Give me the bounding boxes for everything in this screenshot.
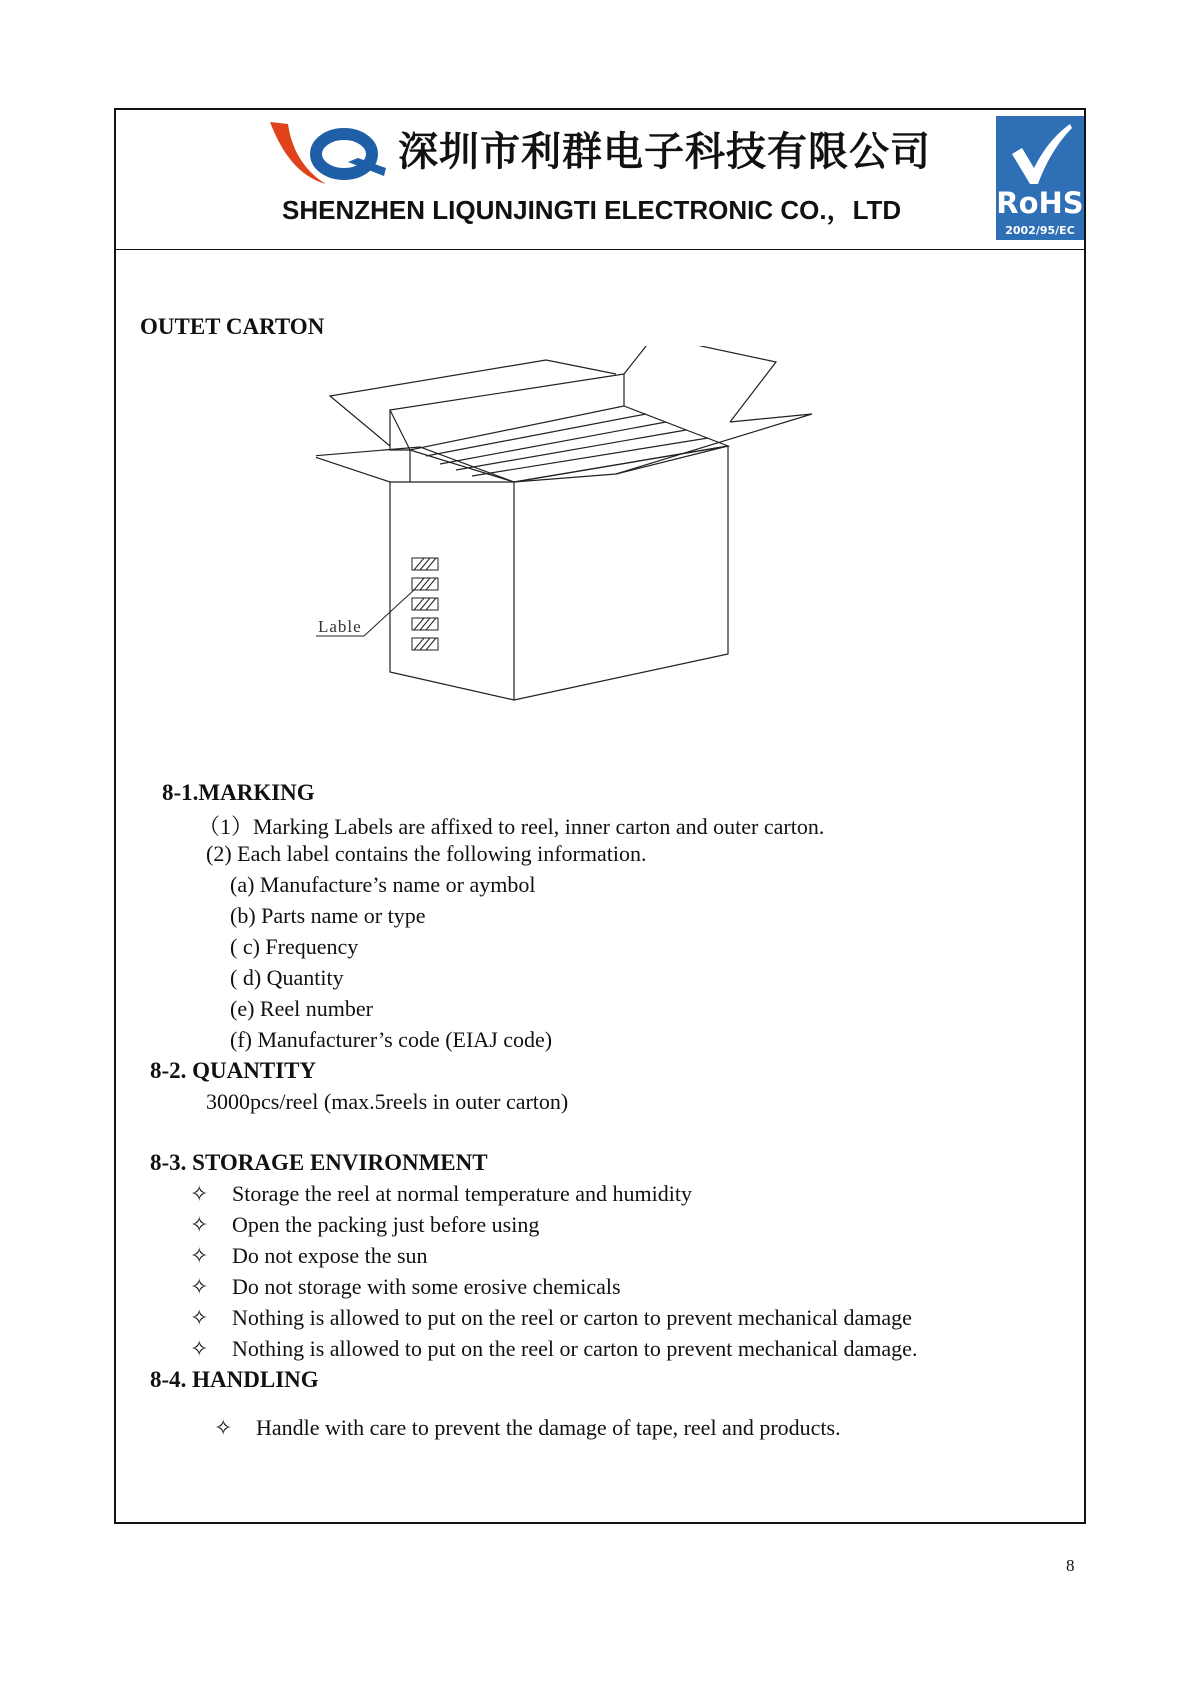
outer-carton-title: OUTET CARTON <box>140 314 325 339</box>
rohs-label: RoHS <box>996 186 1084 220</box>
page-number: 8 <box>1066 1556 1075 1575</box>
marking-item-1: （1）Marking Labels are affixed to reel, inner carton and outer carton. <box>198 814 825 839</box>
marking-heading: 8-1.MARKING <box>162 780 315 805</box>
handling-item: ✧ Handle with care to prevent the damage of tape, reel and products. <box>214 1415 841 1441</box>
storage-item: ✧ Do not storage with some erosive chemicals <box>190 1274 621 1300</box>
star-bullet-icon: ✧ <box>190 1213 209 1238</box>
storage-item: ✧ Storage the reel at normal temperature and humidity <box>190 1181 693 1207</box>
storage-item: ✧ Nothing is allowed to put on the reel or carton to prevent mechanical damage. <box>190 1336 918 1362</box>
checkmark-icon <box>1006 120 1074 190</box>
marking-item-2: (2) Each label contains the following information. <box>206 841 647 866</box>
marking-subitem-e: (e) Reel number <box>230 996 373 1021</box>
marking-subitem-c: ( c) Frequency <box>230 934 359 959</box>
quantity-heading: 8-2. QUANTITY <box>150 1058 317 1083</box>
marking-subitem-d: ( d) Quantity <box>230 965 344 990</box>
label-callout: Lable <box>318 617 362 636</box>
company-logo <box>266 118 396 190</box>
star-bullet-icon: ✧ <box>190 1337 209 1362</box>
rohs-badge <box>996 116 1084 240</box>
storage-item: ✧ Do not expose the sun <box>190 1243 428 1269</box>
marking-subitem-a: (a) Manufacture’s name or aymbol <box>230 872 536 897</box>
company-name-english: SHENZHEN LIQUNJINGTI ELECTRONIC CO.，LTD <box>282 195 902 225</box>
document-header <box>116 110 1084 250</box>
page-frame <box>114 108 1086 1524</box>
handling-heading: 8-4. HANDLING <box>150 1367 319 1392</box>
rohs-directive: 2002/95/EC <box>1005 224 1075 237</box>
star-bullet-icon: ✧ <box>190 1182 209 1207</box>
star-bullet-icon: ✧ <box>190 1275 209 1300</box>
company-name-chinese: 深圳市利群电子科技有限公司 <box>398 129 931 175</box>
marking-subitem-f: (f) Manufacturer’s code (EIAJ code) <box>230 1027 553 1052</box>
storage-item: ✧ Open the packing just before using <box>190 1212 540 1238</box>
marking-subitem-b: (b) Parts name or type <box>230 903 426 928</box>
outer-carton-diagram <box>316 346 876 746</box>
star-bullet-icon: ✧ <box>214 1416 233 1441</box>
quantity-text: 3000pcs/reel (max.5reels in outer carton) <box>206 1089 569 1114</box>
star-bullet-icon: ✧ <box>190 1244 209 1269</box>
star-bullet-icon: ✧ <box>190 1306 209 1331</box>
storage-item: ✧ Nothing is allowed to put on the reel or carton to prevent mechanical damage <box>190 1305 912 1331</box>
storage-heading: 8-3. STORAGE ENVIRONMENT <box>150 1150 488 1175</box>
